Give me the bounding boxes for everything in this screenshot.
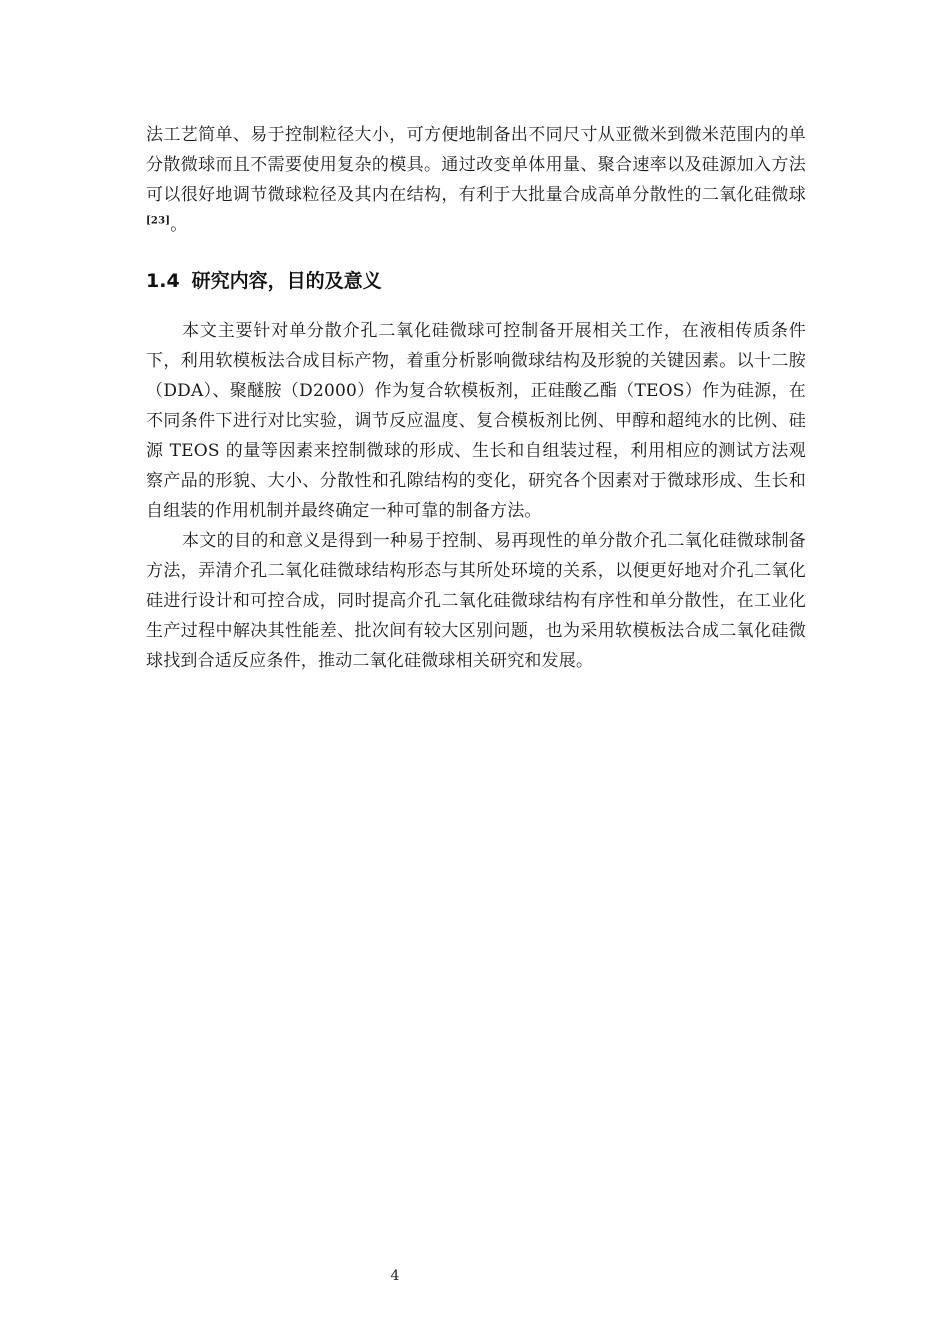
paragraph-tail: 。 <box>170 215 188 235</box>
paragraph-text: 法工艺简单、易于控制粒径大小，可方便地制备出不同尺寸从亚微米到微米范围内的单分散微球而且不需要使用复杂的模具。通过改变单体用量、聚合速率以及硅源加入方法可以很好地调节微球粒径及其内在结构，有利于大批量合成高单分散性的二氧化硅微球 <box>146 125 806 205</box>
paragraph-purpose-significance: 本文的目的和意义是得到一种易于控制、易再现性的单分散介孔二氧化硅微球制备方法，弄清介孔二氧化硅微球结构形态与其所处环境的关系，以便更好地对介孔二氧化硅进行设计和可控合成，同时提高介孔二氧化硅微球结构有序性和单分散性，在工业化生产过程中解决其性能差、批次间有较大区别问题，也为采用软模板法合成二氧化硅微球找到合适反应条件，推动二氧化硅微球相关研究和发展。 <box>146 531 806 671</box>
paragraph-continued <box>146 120 806 240</box>
page-number: 4 <box>390 1268 400 1284</box>
continuation-paragraph <box>146 120 806 240</box>
section-body <box>146 316 806 676</box>
citation-reference: [23] <box>146 215 171 227</box>
section-heading <box>146 266 382 296</box>
paragraph-research-content: 本文主要针对单分散介孔二氧化硅微球可控制备开展相关工作，在液相传质条件下，利用软模板法合成目标产物，着重分析影响微球结构及形貌的关键因素。以十二胺（DDA）、聚醚胺（D2000）作为复合软模板剂，正硅酸乙酯（TEOS）作为硅源，在不同条件下进行对比实验，调节反应温度、复合模板剂比例、甲醇和超纯水的比例、硅源 TEOS 的量等因素来控制微球的形成、生长和自组装过程，利用相应的测试方法观察产品的形貌、大小、分散性和孔隙结构的变化，研究各个因素对于微球形成、生长和自组装的作用机制并最终确定一种可靠的制备方法。 <box>146 321 806 521</box>
section-title: 研究内容，目的及意义 <box>191 270 382 292</box>
section-number: 1.4 <box>146 270 180 292</box>
